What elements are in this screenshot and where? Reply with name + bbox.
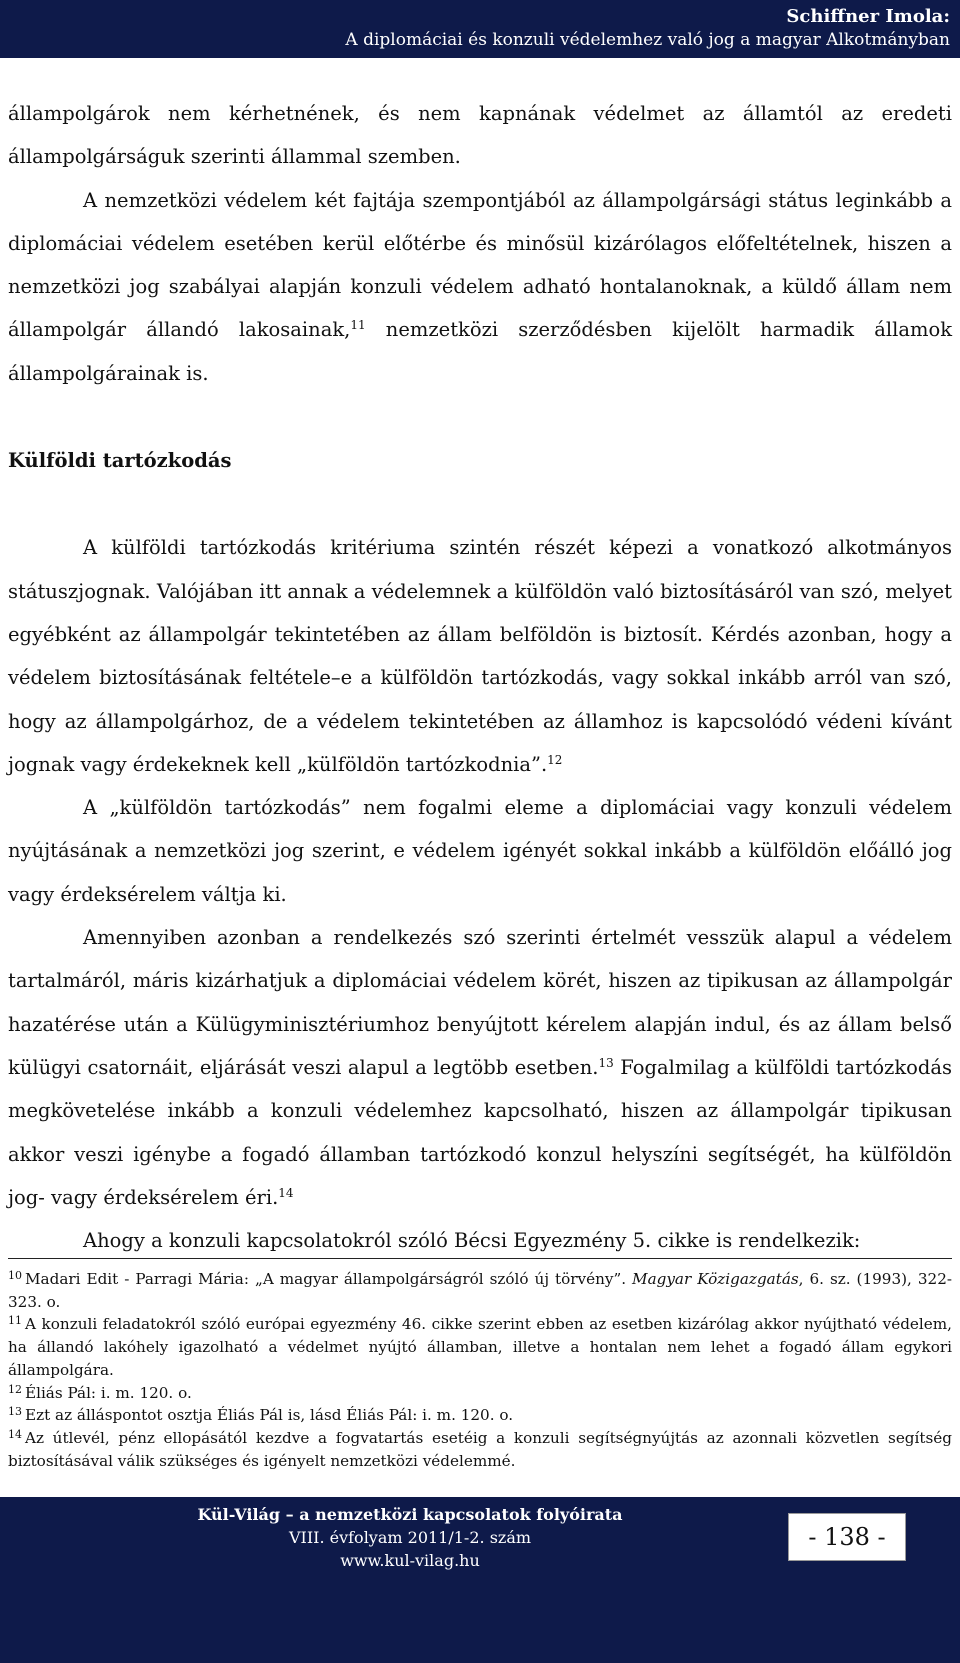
paragraph-4: A „külföldön tartózkodás” nem fogalmi eleme a diplomáciai vagy konzuli védelem nyújtásának a nemzetközi jog szerint, e védelem igényét sokkal inkább a külföldön előálló jog vagy érdeksérelem váltja ki. (8, 796, 952, 906)
paragraph-5-text: Amennyiben azonban a rendelkezés szó szerinti értelmét vesszük alapul a védelem tartalmáról, máris kizárhatjuk a diplomáciai védelem körét, hiszen az tipikusan az állampolgár hazatérése után a Külügyminisztériumhoz benyújtott kérelem alapján indul, és az állam belső külügyi csatornáit, eljárását veszi alapul a legtöbb esetben. (8, 926, 952, 1079)
footnote-10 (8, 1268, 952, 1313)
page-number: - 138 - (788, 1513, 906, 1561)
footnote-separator (8, 1258, 952, 1259)
footnote-number: 14 (8, 1427, 22, 1441)
paragraph-3 (8, 526, 952, 786)
footnote-ref-14[interactable]: 14 (278, 1185, 294, 1200)
footer-issue: VIII. évfolyam 2011/1-2. szám (288, 1528, 532, 1547)
footnote-number: 11 (8, 1314, 22, 1328)
footnote-number: 12 (8, 1382, 22, 1396)
footnote-text: A konzuli feladatokról szóló európai egyezmény 46. cikke szerint ebben az esetben kizárólag akkor nyújtható védelem, ha állandó lakóhely igazolható a védelmet nyújtó államban, illetve a hontalan nem lehet a fogadó állam egykori állampolgára. (8, 1315, 952, 1379)
footnote-14 (8, 1427, 952, 1472)
page-footer (0, 1497, 960, 1663)
paragraph-5-text-cont: Fogalmilag a külföldi tartózkodás megkövetelése inkább a konzuli védelemhez kapcsolható, hiszen az állampolgár tipikusan akkor veszi igénybe a fogadó államban tartózkodó konzul helyszíni segítségét, ha külföldön jog- vagy érdeksérelem éri. (8, 1055, 953, 1209)
paragraph-3-text: A külföldi tartózkodás kritériuma szintén részét képezi a vonatkozó alkotmányos státuszjognak. Valójában itt annak a védelemnek a külföldön való biztosításáról van szó, melyet egyébként az állampolgár tekintetében az állam belföldön is biztosít. Kérdés azonban, hogy a védelem biztosításának feltétele–e a külföldön tartózkodás, vagy sokkal inkább arról van szó, hogy az állampolgárhoz, de a védelem tekintetében az államhoz is kapcsolódó védeni kívánt jognak vagy érdekeknek kell „külföldön tartózkodnia”. (8, 536, 952, 776)
footer-url[interactable]: www.kul-vilag.hu (340, 1551, 480, 1570)
footnote-number: 10 (8, 1269, 22, 1282)
article-body (8, 92, 952, 1262)
paragraph-6: Ahogy a konzuli kapcsolatokról szóló Bécsi Egyezmény 5. cikke is rendelkezik: (83, 1229, 861, 1253)
footnote-text: Madari Edit - Parragi Mária: „A magyar állampolgárságról szóló új törvény”. (25, 1270, 633, 1288)
header-title: A diplomáciai és konzuli védelemhez való jog a magyar Alkotmányban (345, 30, 950, 50)
footnote-12 (8, 1382, 952, 1405)
footnote-ref-11[interactable]: 11 (350, 318, 366, 333)
footnote-text: Ezt az álláspontot osztja Éliás Pál is, lásd Éliás Pál: i. m. 120. o. (25, 1406, 514, 1425)
footnote-text-cont: , 6. sz. (1993), 322-323. o. (8, 1270, 952, 1311)
footnote-italic: Magyar Közigazgatás (632, 1270, 799, 1288)
paragraph-5 (8, 916, 952, 1219)
header-author: Schiffner Imola: (786, 6, 950, 27)
footnote-number: 13 (8, 1405, 22, 1419)
page-header (0, 0, 960, 58)
footer-journal: Kül-Világ – a nemzetközi kapcsolatok folyóirata (197, 1505, 623, 1524)
footnote-13 (8, 1404, 952, 1427)
section-heading: Külföldi tartózkodás (8, 449, 232, 473)
footnote-text: Az útlevél, pénz ellopásától kezdve a fogvatartás esetéig a konzuli segítségnyújtás az azonnali közvetlen segítség biztosításával válik szükséges és igényelt nemzetközi védelemmé. (8, 1428, 952, 1470)
footnote-text: Éliás Pál: i. m. 120. o. (25, 1383, 192, 1402)
paragraph-2-text-cont: nemzetközi szerződésben kijelölt harmadik államok állampolgárainak is. (8, 318, 953, 385)
paragraph-2-text: A nemzetközi védelem két fajtája szempontjából az állampolgársági státus leginkább a diplomáciai védelem esetében kerül előtérbe és minősül kizárólagos előfeltételnek, hiszen a nemzetközi jog szabályai alapján konzuli védelem adható hontalanoknak, a küldő állam nem állampolgár állandó lakosainak, (8, 188, 952, 342)
footer-info (150, 1503, 670, 1572)
footnote-ref-12[interactable]: 12 (547, 752, 563, 767)
footnote-ref-13[interactable]: 13 (598, 1055, 614, 1070)
footnote-11 (8, 1313, 952, 1381)
paragraph-2 (8, 179, 952, 395)
footnotes (8, 1268, 952, 1472)
paragraph-1: állampolgárok nem kérhetnének, és nem kapnának védelmet az államtól az eredeti állampolgárságuk szerinti állammal szemben. (8, 102, 952, 169)
